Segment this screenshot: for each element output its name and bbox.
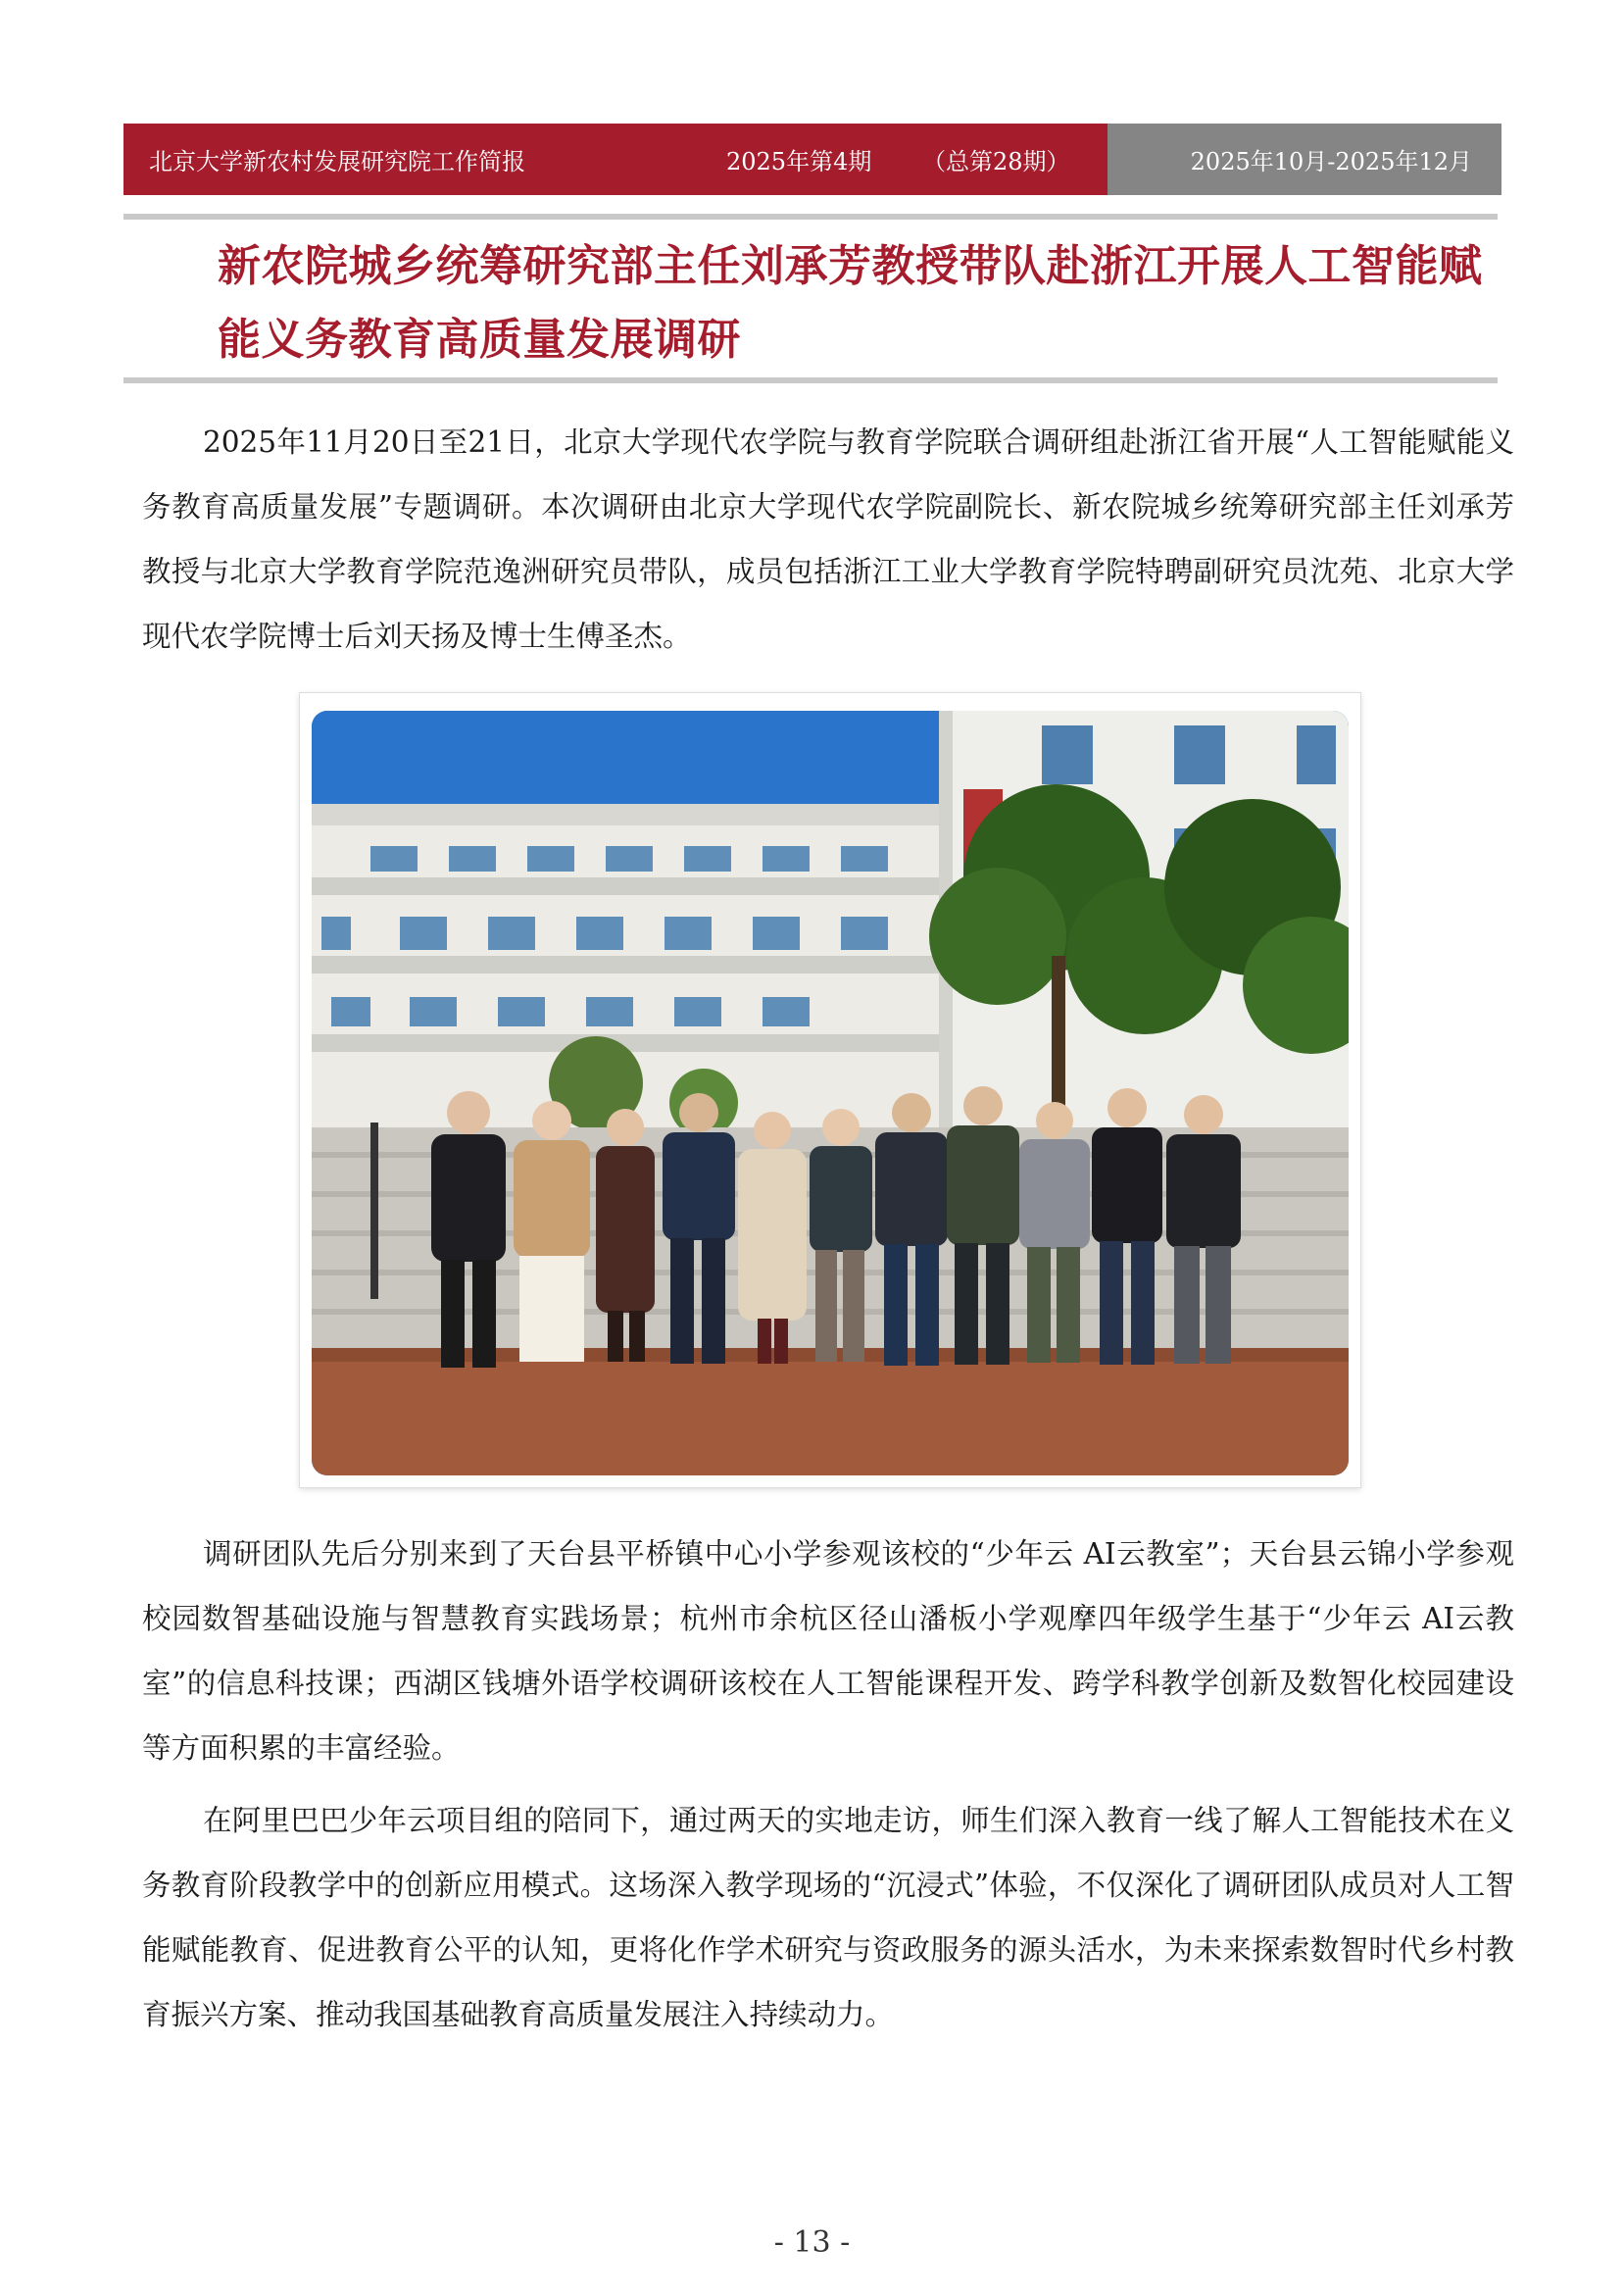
paragraph-3: 在阿里巴巴少年云项目组的陪同下，通过两天的实地走访，师生们深入教育一线了解人工智能技术在义务教育阶段教学中的创新应用模式。这场深入教学现场的“沉浸式”体验，不仅深化了调研团队成员对人工智能赋能教育、促进教育公平的认知，更将化作学术研究与资政服务的源头活水，为未来探索数智时代乡村教育振兴方案、推动我国基础教育高质量发展注入持续动力。 — [142, 1804, 1514, 2031]
article-title-line-1: 新农院城乡统筹研究部主任刘承芳教授带队赴浙江开展人工智能赋 — [218, 241, 1483, 291]
group-photo-frame — [299, 692, 1361, 1488]
date-range: 2025年10月-2025年12月 — [1190, 148, 1472, 175]
group-photo-image — [312, 711, 1349, 1475]
article-title — [218, 229, 1511, 376]
issue-total: （总第28期） — [922, 148, 1070, 175]
paragraph-2: 调研团队先后分别来到了天台县平桥镇中心小学参观该校的“少年云 AI云教室”；天台县云锦小学参观校园数智基础设施与智慧教育实践场景；杭州市余杭区径山潘板小学观摩四年级学生基于“少年云 AI云教室”的信息科技课；西湖区钱塘外语学校调研该校在人工智能课程开发、跨学科教学创新及数智化校园建设等方面积累的丰富经验。 — [142, 1537, 1514, 1765]
title-top-rule — [123, 214, 1498, 220]
group-photo — [312, 711, 1349, 1475]
header-right-band — [1107, 124, 1501, 195]
paragraph-1: 2025年11月20日至21日，北京大学现代农学院与教育学院联合调研组赴浙江省开展“人工智能赋能义务教育高质量发展”专题调研。本次调研由北京大学现代农学院副院长、新农院城乡统筹研究部主任刘承芳教授与北京大学教育学院范逸洲研究员带队，成员包括浙江工业大学教育学院特聘副研究员沈苑、北京大学现代农学院博士后刘天扬及博士生傅圣杰。 — [142, 425, 1514, 653]
issue-number: 2025年第4期 — [726, 148, 872, 175]
page-number: - 13 - — [773, 2225, 851, 2260]
page-header — [123, 124, 1501, 195]
article-title-line-2: 能义务教育高质量发展调研 — [218, 315, 741, 365]
publication-name: 北京大学新农村发展研究院工作简报 — [149, 148, 525, 175]
header-left-band — [123, 124, 1107, 195]
title-bottom-rule — [123, 377, 1498, 383]
article-title-block — [123, 214, 1501, 390]
